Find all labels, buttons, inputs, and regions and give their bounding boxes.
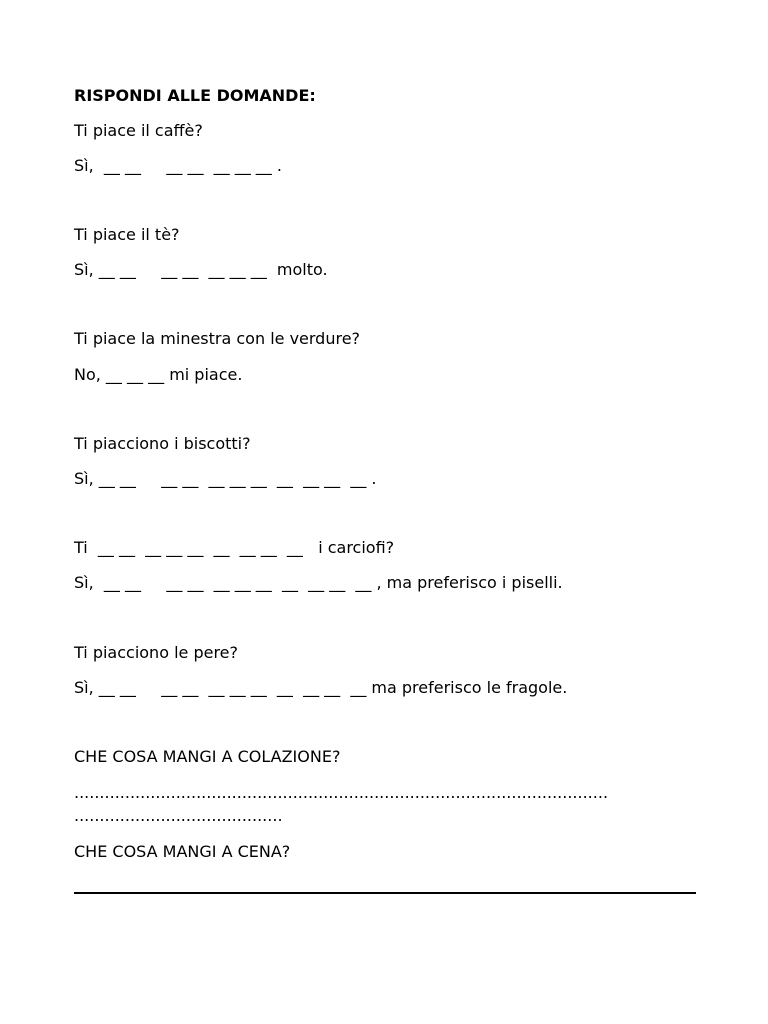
answer-text: Sì, __ __ __ __ __ __ __ __ __ __ __ .: [74, 469, 377, 488]
answer-underline: [74, 892, 696, 894]
answer-text: No, __ __ __ mi piace.: [74, 365, 243, 384]
answer-text: Sì, __ __ __ __ __ __ __ .: [74, 156, 282, 175]
answer-text: Sì, __ __ __ __ __ __ __ molto.: [74, 260, 328, 279]
dotted-answer-line: .........................................: [74, 806, 283, 825]
question-text: Ti piace il tè?: [74, 225, 180, 244]
answer-text: Sì, __ __ __ __ __ __ __ __ __ __ __ , ma preferisco i piselli.: [74, 573, 563, 592]
question-text: Ti __ __ __ __ __ __ __ __ __ i carciofi?: [74, 538, 395, 557]
question-text: CHE COSA MANGI A COLAZIONE?: [74, 747, 341, 766]
dotted-answer-line: .........................................................................................................: [74, 783, 609, 802]
worksheet-title: RISPONDI ALLE DOMANDE:: [74, 86, 316, 105]
question-text: Ti piacciono i biscotti?: [74, 434, 251, 453]
question-text: Ti piace la minestra con le verdure?: [74, 329, 361, 348]
question-text: CHE COSA MANGI A CENA?: [74, 842, 291, 861]
answer-text: Sì, __ __ __ __ __ __ __ __ __ __ __ ma preferisco le fragole.: [74, 678, 568, 697]
question-text: Ti piace il caffè?: [74, 121, 203, 140]
question-text: Ti piacciono le pere?: [74, 643, 238, 662]
